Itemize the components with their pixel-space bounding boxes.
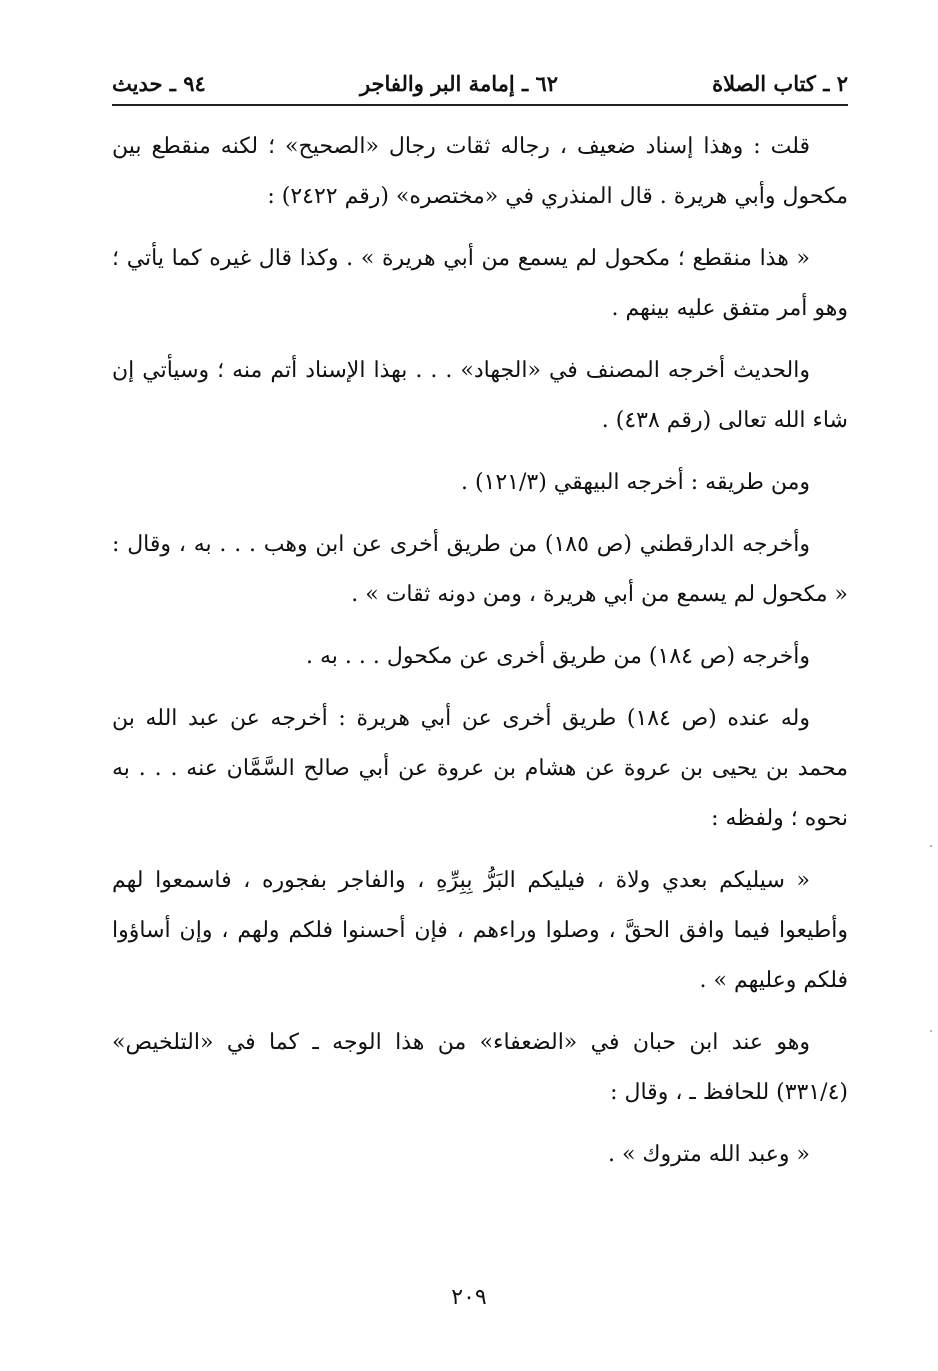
paragraph: ومن طريقه : أخرجه البيهقي (١٢١/٣) .: [460, 470, 810, 495]
body-text: [112, 122, 848, 1192]
scan-speck: [930, 845, 932, 847]
paragraph: والحديث أخرجه المصنف في «الجهاد» . . . بهذا الإسناد أتم منه ؛ وسيأتي إن شاء الله تعالى (رقم ٤٣٨) .: [112, 358, 848, 433]
paragraph: وأخرجه الدارقطني (ص ١٨٥) من طريق أخرى عن ابن وهب . . . به ، وقال : « مكحول لم يسمع من أبي هريرة ، ومن دونه ثقات » .: [112, 532, 848, 607]
header-section-title: ٦٢ ـ إمامة البر والفاجر: [359, 70, 559, 96]
scan-speck: [930, 1030, 932, 1032]
header-hadith-number: ٩٤ ـ حديث: [112, 70, 206, 96]
running-header: [112, 66, 848, 100]
quote-paragraph: « هذا منقطع ؛ مكحول لم يسمع من أبي هريرة » . وكذا قال غيره كما يأتي ؛ وهو أمر متفق عليه بينهم .: [112, 246, 848, 321]
paragraph: وله عنده (ص ١٨٤) طريق أخرى عن أبي هريرة : أخرجه عن عبد الله بن محمد بن يحيى بن عروة عن هشام بن عروة عن أبي صالح السَّمَّان عنه . . . به نحوه ؛ ولفظه :: [112, 706, 849, 831]
quote-paragraph: « سيليكم بعدي ولاة ، فيليكم البَرُّ بِبِرِّهِ ، والفاجر بفجوره ، فاسمعوا لهم وأطيعوا فيما وافق الحقَّ ، وصلوا وراءهم ، فإن أحسنوا فلكم ولهم ، وإن أساؤوا فلكم وعليهم » .: [112, 868, 848, 993]
header-rule: [112, 104, 848, 106]
quote-paragraph: « وعبد الله متروك » .: [607, 1142, 810, 1167]
header-chapter-title: ٢ ـ كتاب الصلاة: [712, 70, 848, 96]
paragraph: وأخرجه (ص ١٨٤) من طريق أخرى عن مكحول . . . به .: [306, 644, 810, 669]
paragraph: قلت : وهذا إسناد ضعيف ، رجاله ثقات رجال «الصحيح» ؛ لكنه منقطع بين مكحول وأبي هريرة . قال المنذري في «مختصره» (رقم ٢٤٢٢) :: [112, 134, 848, 209]
paragraph: وهو عند ابن حبان في «الضعفاء» من هذا الوجه ـ كما في «التلخيص» (٣٣١/٤) للحافظ ـ ، وقال :: [112, 1030, 848, 1105]
page-number: ٢٠٩: [451, 1285, 487, 1310]
